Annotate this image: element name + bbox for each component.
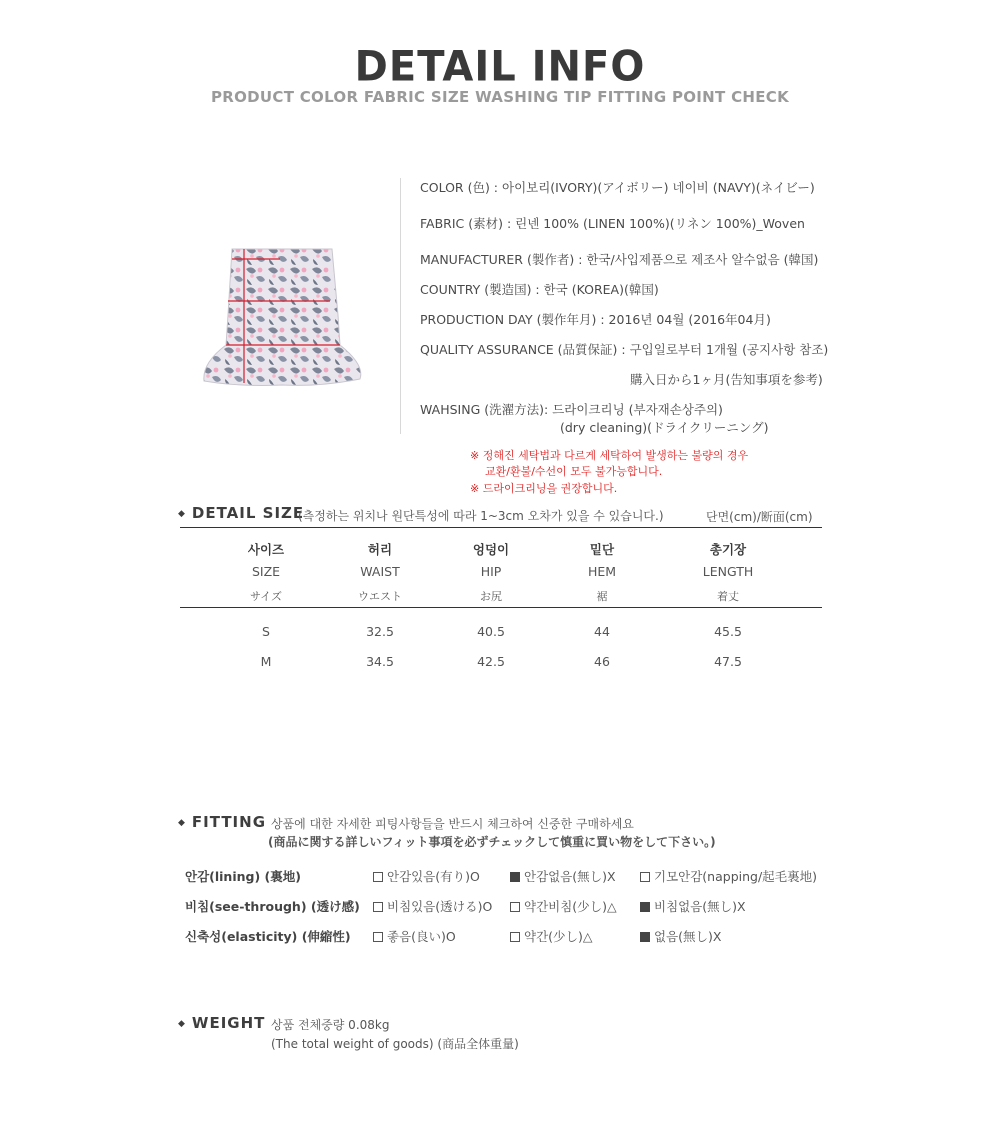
info-color: COLOR (色) : 아이보리(IVORY)(アイボリー) 네이비 (NAVY)(ネイビー)	[420, 180, 815, 195]
size-col-header: HIP	[480, 564, 502, 579]
size-cell: 44	[594, 624, 610, 639]
size-col-header: 엉덩이	[472, 542, 510, 557]
size-cell: 40.5	[477, 624, 505, 639]
size-col-header: WAIST	[360, 564, 400, 579]
info-production: PRODUCTION DAY (製作年月) : 2016년 04월 (2016年04月)	[420, 312, 771, 327]
weight-line-2: (The total weight of goods) (商品全体重量)	[271, 1037, 519, 1051]
fitting-option-label: 좋음(良い)O	[387, 929, 456, 944]
info-quality: QUALITY ASSURANCE (品質保証) : 구입일로부터 1개월 (공지사항 참조)	[420, 342, 829, 357]
unchecked-box-icon	[640, 872, 650, 882]
size-cell: 34.5	[366, 654, 394, 669]
fitting-note-2: (商品に関する詳しいフィット事項を必ずチェックして慎重に買い物をして下さい。)	[268, 835, 716, 849]
size-col-header: お尻	[480, 590, 502, 603]
size-cell: 45.5	[714, 624, 742, 639]
size-col-header: ウエスト	[358, 590, 402, 603]
fitting-option-label: 약간비침(少し)△	[524, 899, 617, 914]
info-manufacturer: MANUFACTURER (製作者) : 한국/사입제품으로 제조사 알수없음 (韓国)	[420, 252, 819, 267]
table-header-rule	[180, 607, 822, 608]
fitting-option-label: 안감있음(有り)O	[387, 869, 480, 884]
size-cell: 32.5	[366, 624, 394, 639]
fitting-option	[640, 897, 746, 915]
size-col-header: HEM	[587, 564, 617, 579]
fitting-option-label: 비침있음(透ける)O	[387, 899, 493, 914]
fitting-heading: ◆ FITTING	[178, 813, 267, 831]
fitting-option	[510, 927, 593, 945]
size-col-header: 着丈	[717, 590, 739, 603]
fitting-note-1: 상품에 대한 자세한 피팅사항들을 반드시 체크하여 신중한 구매하세요	[271, 817, 634, 831]
info-quality-jp: 購入日から1ヶ月(告知事項を参考)	[630, 372, 823, 387]
size-col-header: 사이즈	[247, 542, 285, 557]
fitting-label: 신축성(elasticity) (伸縮性)	[185, 929, 351, 944]
size-col-header: 허리	[367, 542, 393, 557]
size-cell: 42.5	[477, 654, 505, 669]
page-title: DETAIL INFO	[354, 42, 646, 92]
warning-3: ※ 드라이크리닝을 권장합니다.	[470, 482, 618, 495]
diamond-icon: ◆	[178, 818, 186, 828]
unchecked-box-icon	[510, 932, 520, 942]
fitting-option-label: 기모안감(napping/起毛裏地)	[654, 869, 818, 884]
diamond-icon: ◆	[178, 509, 186, 519]
unchecked-box-icon	[510, 902, 520, 912]
fitting-option-label: 약간(少し)△	[524, 929, 593, 944]
fitting-label: 비침(see-through) (透け感)	[185, 899, 360, 914]
unchecked-box-icon	[373, 872, 383, 882]
page-subtitle: PRODUCT COLOR FABRIC SIZE WASHING TIP FITTING POINT CHECK	[210, 88, 790, 106]
detail-size-unit: 단면(cm)/断面(cm)	[706, 510, 813, 524]
fitting-option	[510, 897, 617, 915]
detail-size-heading: ◆ DETAIL SIZE	[178, 504, 305, 522]
fitting-option	[373, 897, 492, 915]
weight-line-1: 상품 전체중량 0.08kg	[271, 1018, 390, 1032]
size-col-header: 총기장	[709, 542, 747, 557]
fitting-option	[373, 867, 480, 885]
diamond-icon: ◆	[178, 1019, 186, 1029]
detail-size-note: (측정하는 위치나 원단특성에 따라 1~3cm 오차가 있을 수 있습니다.)	[298, 509, 664, 523]
size-col-header: 裾	[596, 590, 608, 603]
size-cell: S	[262, 624, 270, 639]
info-divider	[400, 178, 401, 434]
warning-1: ※ 정해진 세탁법과 다르게 세탁하여 발생하는 불량의 경우	[470, 449, 749, 462]
table-top-rule	[180, 527, 822, 528]
fitting-option	[640, 927, 721, 945]
info-country: COUNTRY (製造国) : 한국 (KOREA)(韓国)	[420, 282, 659, 297]
info-washing-2: (dry cleaning)(ドライクリーニング)	[560, 420, 769, 435]
size-col-header: サイズ	[249, 590, 283, 603]
fitting-option-label: 없음(無し)X	[654, 929, 722, 944]
skirt-image	[200, 245, 365, 390]
size-cell: M	[260, 654, 272, 669]
size-col-header: LENGTH	[702, 564, 754, 579]
fitting-option	[510, 867, 616, 885]
warning-2: 교환/환불/수선이 모두 불가능합니다.	[485, 465, 663, 478]
fitting-option	[640, 867, 817, 885]
fitting-label: 안감(lining) (裏地)	[185, 869, 301, 884]
size-cell: 47.5	[714, 654, 742, 669]
checked-box-icon	[640, 902, 650, 912]
size-col-header: 밑단	[589, 542, 615, 557]
unchecked-box-icon	[373, 902, 383, 912]
weight-heading: ◆ WEIGHT	[178, 1014, 266, 1032]
unchecked-box-icon	[373, 932, 383, 942]
checked-box-icon	[510, 872, 520, 882]
info-fabric: FABRIC (素材) : 린넨 100% (LINEN 100%)(リネン 100%)_Woven	[420, 216, 805, 231]
fitting-option-label: 비침없음(無し)X	[654, 899, 746, 914]
size-col-header: SIZE	[251, 564, 281, 579]
size-cell: 46	[594, 654, 610, 669]
checked-box-icon	[640, 932, 650, 942]
info-washing: WAHSING (洗濯方法): 드라이크리닝 (부자재손상주의)	[420, 402, 723, 417]
fitting-option-label: 안감없음(無し)X	[524, 869, 616, 884]
fitting-option	[373, 927, 456, 945]
